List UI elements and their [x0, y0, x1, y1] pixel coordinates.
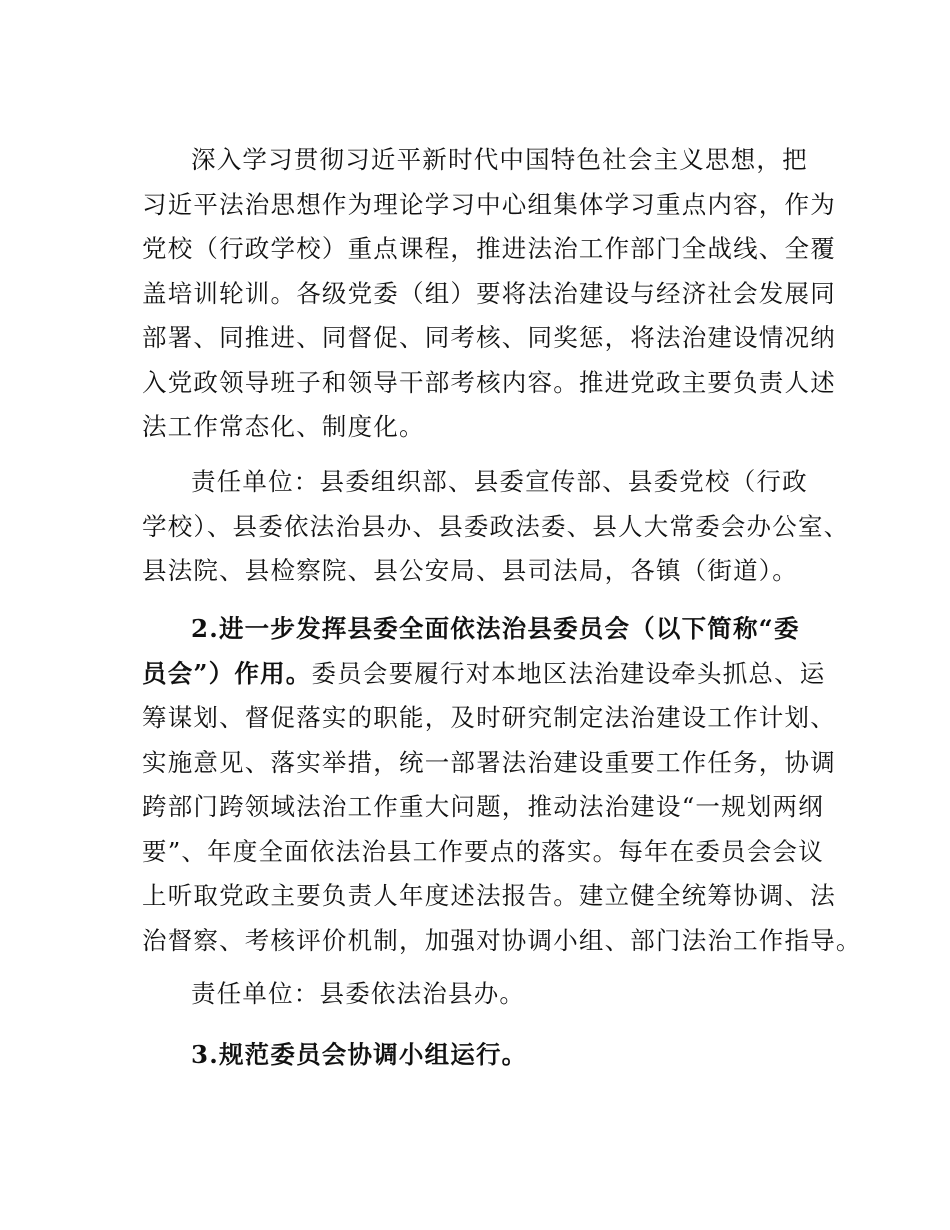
paragraph-line: [142, 652, 826, 697]
body-paragraph-study: [142, 138, 836, 450]
paragraph-line: 治督察、考核评价机制，加强对协调小组、部门法治工作指导。: [142, 925, 862, 955]
item-2-paragraph: [142, 607, 862, 963]
item-2-text-start: 委员会要履行对本地区法治建设牵头抓总、运: [311, 658, 826, 688]
paragraph-line: 县法院、县检察院、县公安局、县司法局，各镇（街道）。: [142, 556, 798, 585]
paragraph-line: 盖培训轮训。各级党委（组）要将法治建设与经济社会发展同: [142, 278, 836, 308]
item-3-paragraph: [142, 1033, 812, 1078]
paragraph-line: 上听取党政主要负责人年度述法报告。建立健全统筹协调、法: [142, 881, 836, 910]
paragraph-line: 责任单位：县委依法治县办。: [191, 979, 526, 1008]
responsibility-paragraph-2: [142, 972, 812, 1017]
paragraph-line: 跨部门跨领域法治工作重大问题，推动法治建设“一规划两纲: [142, 792, 824, 821]
paragraph-line: 习近平法治思想作为理论学习中心组集体学习重点内容，作为: [142, 189, 836, 219]
item-2-heading-end: 员会”）作用。: [142, 658, 312, 688]
paragraph-line: 学校）、县委依法治县办、县委政法委、县人大常委会办公室、: [142, 511, 850, 541]
paragraph-line: 部署、同推进、同督促、同考核、同奖惩，将法治建设情况纳: [142, 323, 836, 352]
paragraph-line: 党校（行政学校）重点课程，推进法治工作部门全战线、全覆: [142, 234, 836, 263]
paragraph-line: 法工作常态化、制度化。: [142, 412, 425, 441]
paragraph-line: 筹谋划、督促落实的职能，及时研究制定法治建设工作计划、: [142, 703, 836, 732]
item-3-heading: 3.规范委员会协调小组运行。: [191, 1040, 528, 1069]
responsibility-paragraph-1: [142, 460, 850, 594]
paragraph-line: 实施意见、落实举措，统一部署法治建设重要工作任务，协调: [142, 747, 836, 777]
paragraph-line: 责任单位：县委组织部、县委宣传部、县委党校（行政: [191, 467, 808, 496]
paragraph-line: 要”、年度全面依法治县工作要点的落实。每年在委员会会议: [142, 836, 824, 866]
paragraph-line: 入党政领导班子和领导干部考核内容。推进党政主要负责人述: [142, 367, 836, 397]
item-2-heading: 2.进一步发挥县委全面依法治县委员会（以下简称“委: [191, 614, 800, 643]
paragraph-line: 深入学习贯彻习近平新时代中国特色社会主义思想，把: [191, 145, 808, 174]
